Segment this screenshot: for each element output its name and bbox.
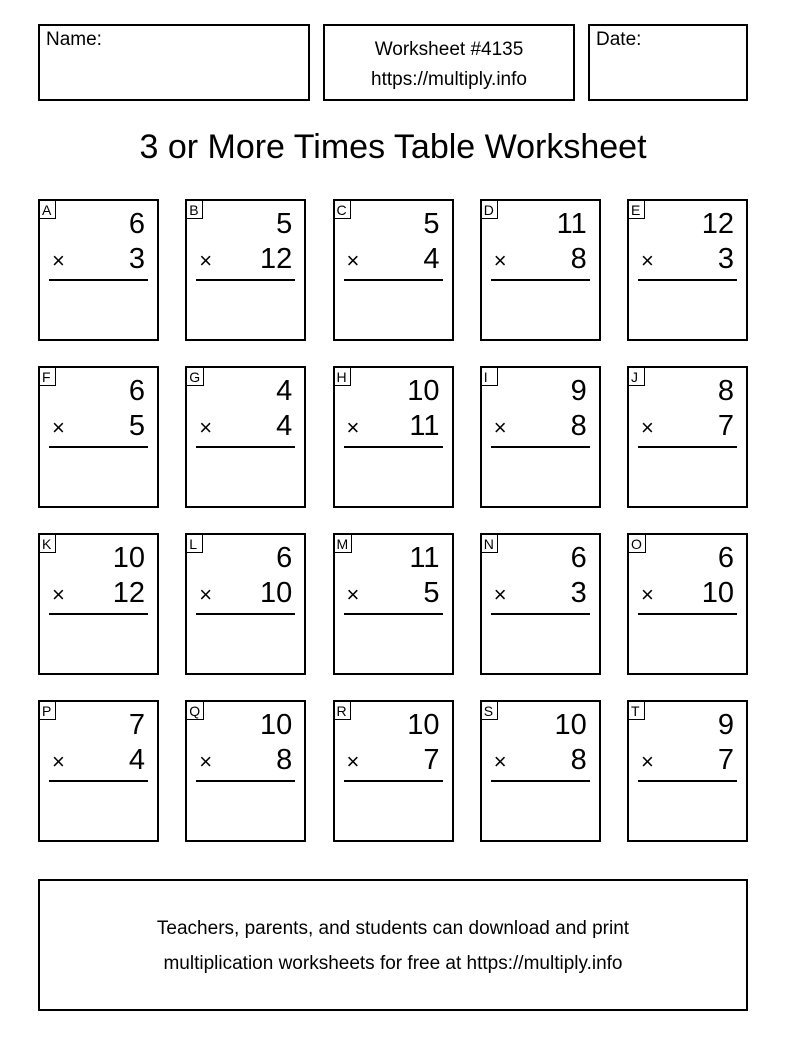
multiplier: 11	[409, 410, 440, 442]
problem-label: I	[481, 367, 498, 386]
multiplicand: 10	[407, 709, 440, 741]
problem-label: H	[334, 367, 351, 386]
multiplicand: 10	[407, 375, 440, 407]
problem-card[interactable]	[480, 366, 601, 508]
problem-card[interactable]	[480, 533, 601, 675]
answer-line	[344, 613, 443, 615]
problem-label: L	[186, 534, 203, 553]
problem-label: K	[39, 534, 56, 553]
problem-card[interactable]	[38, 199, 159, 341]
multiplier: 12	[259, 243, 293, 275]
multiplicand: 6	[717, 542, 734, 574]
multiply-sign: ×	[52, 582, 65, 607]
answer-line	[344, 780, 443, 782]
page-title: 3 or More Times Table Worksheet	[139, 128, 647, 166]
multiply-sign: ×	[52, 248, 65, 273]
problem-card[interactable]	[185, 700, 306, 842]
multiplier: 8	[276, 744, 293, 776]
multiplier: 10	[259, 577, 293, 609]
answer-line	[638, 780, 737, 782]
answer-line	[638, 279, 737, 281]
multiplier: 7	[717, 410, 734, 442]
answer-line	[344, 446, 443, 448]
worksheet-number: Worksheet #4135	[374, 39, 524, 60]
worksheet-url[interactable]: https://multiply.info	[371, 69, 527, 90]
multiplier: 8	[570, 243, 587, 275]
name-field[interactable]	[38, 24, 310, 101]
problem-label: R	[334, 701, 351, 720]
problem-card[interactable]	[627, 199, 748, 341]
answer-line	[491, 279, 590, 281]
name-label: Name:	[46, 29, 102, 50]
footer-line-1: Teachers, parents, and students can download and print	[156, 918, 630, 939]
multiplier: 10	[701, 577, 734, 609]
multiplier: 8	[570, 744, 587, 776]
answer-line	[638, 613, 737, 615]
problem-card[interactable]	[480, 700, 601, 842]
problem-label: F	[39, 367, 56, 386]
problem-label: A	[39, 200, 56, 219]
problem-label: Q	[186, 701, 204, 720]
date-field[interactable]	[588, 24, 748, 101]
problem-label: D	[481, 200, 498, 219]
problem-card[interactable]	[185, 533, 306, 675]
problem-card[interactable]	[38, 533, 159, 675]
answer-line	[49, 780, 148, 782]
multiplicand: 11	[556, 208, 587, 240]
multiplicand: 5	[276, 208, 293, 240]
date-label: Date:	[596, 29, 642, 50]
multiply-sign: ×	[641, 582, 654, 607]
footer-box	[38, 879, 748, 1011]
problem-label: C	[334, 200, 351, 219]
multiply-sign: ×	[199, 749, 213, 774]
answer-line	[196, 446, 295, 448]
problem-card[interactable]	[38, 366, 159, 508]
worksheet-info-box	[323, 24, 575, 101]
problem-label: G	[186, 367, 204, 386]
problem-card[interactable]	[333, 533, 454, 675]
problem-label: B	[186, 200, 203, 219]
problem-label: S	[481, 701, 498, 720]
multiply-sign: ×	[641, 248, 654, 273]
multiply-sign: ×	[52, 415, 65, 440]
multiplicand: 6	[128, 375, 145, 407]
problem-card[interactable]	[38, 700, 159, 842]
problem-label: E	[628, 200, 645, 219]
multiplicand: 11	[409, 542, 440, 574]
multiply-sign: ×	[493, 749, 507, 774]
problem-card[interactable]	[627, 700, 748, 842]
problem-label: M	[334, 534, 353, 553]
multiply-sign: ×	[493, 415, 507, 440]
multiplier: 3	[128, 243, 145, 275]
problem-card[interactable]	[185, 199, 306, 341]
multiplicand: 10	[554, 709, 587, 741]
multiply-sign: ×	[199, 582, 213, 607]
problem-card[interactable]	[627, 366, 748, 508]
multiply-sign: ×	[346, 248, 360, 273]
multiplicand: 12	[701, 208, 734, 240]
answer-line	[49, 279, 148, 281]
answer-line	[196, 780, 295, 782]
answer-line	[491, 613, 590, 615]
multiply-sign: ×	[52, 749, 65, 774]
multiplicand: 10	[259, 709, 293, 741]
problem-label: N	[481, 534, 498, 553]
multiplier: 5	[423, 577, 440, 609]
multiply-sign: ×	[346, 415, 360, 440]
multiplicand: 6	[570, 542, 587, 574]
multiply-sign: ×	[493, 582, 507, 607]
problem-card[interactable]	[185, 366, 306, 508]
multiplicand: 5	[423, 208, 440, 240]
multiplier: 5	[128, 410, 145, 442]
multiplicand: 9	[570, 375, 587, 407]
multiply-sign: ×	[346, 749, 360, 774]
multiplier: 4	[128, 744, 145, 776]
multiplicand: 6	[276, 542, 293, 574]
multiplier: 3	[570, 577, 587, 609]
problem-label: O	[628, 534, 646, 553]
multiplicand: 7	[128, 709, 145, 741]
answer-line	[344, 279, 443, 281]
problem-card[interactable]	[333, 199, 454, 341]
problem-card[interactable]	[333, 366, 454, 508]
problem-grid	[38, 199, 748, 842]
multiplicand: 8	[717, 375, 734, 407]
multiplicand: 10	[112, 542, 145, 574]
multiplier: 12	[112, 577, 145, 609]
multiply-sign: ×	[199, 415, 213, 440]
footer-line-2: multiplication worksheets for free at https://multiply.info	[163, 953, 623, 974]
problem-card[interactable]	[333, 700, 454, 842]
multiplier: 8	[570, 410, 587, 442]
multiply-sign: ×	[641, 749, 654, 774]
multiplier: 7	[423, 744, 440, 776]
multiplicand: 4	[276, 375, 293, 407]
problem-card[interactable]	[480, 199, 601, 341]
multiplier: 4	[276, 410, 293, 442]
answer-line	[49, 446, 148, 448]
answer-line	[49, 613, 148, 615]
multiplier: 7	[717, 744, 734, 776]
answer-line	[491, 780, 590, 782]
multiplier: 4	[423, 243, 440, 275]
multiply-sign: ×	[199, 248, 213, 273]
multiply-sign: ×	[641, 415, 654, 440]
answer-line	[638, 446, 737, 448]
multiply-sign: ×	[346, 582, 360, 607]
answer-line	[196, 613, 295, 615]
answer-line	[196, 279, 295, 281]
problem-label: T	[628, 701, 645, 720]
problem-label: J	[628, 367, 645, 386]
multiplier: 3	[717, 243, 734, 275]
problem-card[interactable]	[627, 533, 748, 675]
answer-line	[491, 446, 590, 448]
multiplicand: 9	[717, 709, 734, 741]
multiplicand: 6	[128, 208, 145, 240]
multiply-sign: ×	[493, 248, 507, 273]
problem-label: P	[39, 701, 56, 720]
